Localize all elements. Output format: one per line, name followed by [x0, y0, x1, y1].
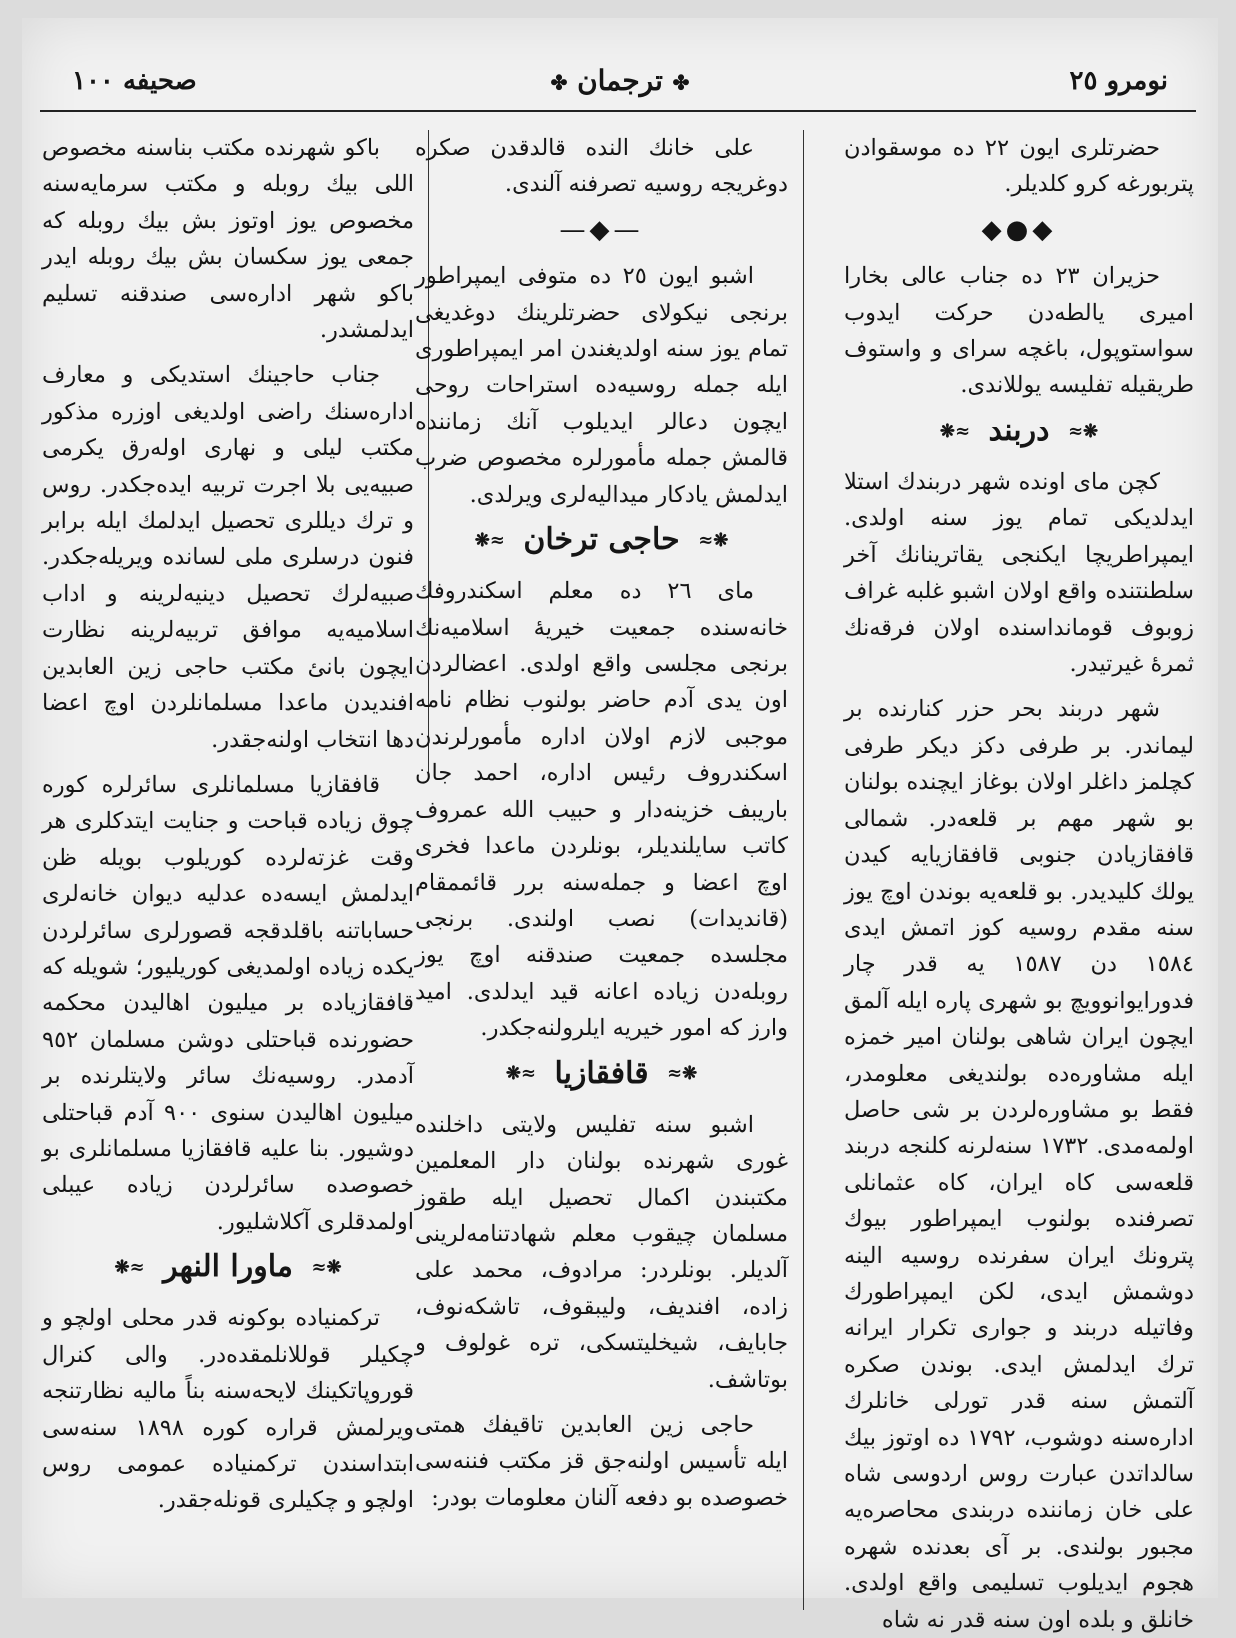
separator-ornament: —◆— [559, 214, 644, 245]
heading-ornament-icon: ≈❋ [939, 420, 971, 442]
column-right [844, 130, 1195, 1633]
newspaper-page [22, 18, 1218, 1633]
header-rule [40, 110, 1196, 112]
separator-ornament: ◆●◆ [981, 214, 1057, 245]
article-paragraph: حاجى زين العابدين تاقيفك همتى ايله تأسيس اولنه‌جق قز مكتب فننه‌سى خصوصده بو دفعه آلنان معلومات بودر: [415, 1412, 788, 1511]
article-paragraph: اشبو سنه تفليس ولايتى داخلنده غورى شهرنده بولنان دار المعلمين مكتبندن اكمال تحصيل ايله طقوز مسلمان چيقوب معلم شهادتنامه‌لرينى آلديلر. بونلردر: مرادوف، محمد على زاده، افنديف، وليبقوف، تاشكه‌نوف، جابايف، شيخليتسكى، تره غولوف و بوتاشف. [415, 1111, 788, 1393]
heading-ornament-icon: ≈❋ [474, 529, 505, 551]
section-heading-text: حاجى ترخان [523, 522, 680, 558]
heading-ornament-icon: ≈❋ [505, 1063, 536, 1085]
article-paragraph: حزيران ٢٣ ده جناب عالى بخارا اميرى يالطه‌دن حركت ايدوب سواستوپول، باغچه سراى و واستوف طريقيله تفليسه يوللاندى. [844, 263, 1194, 399]
article-paragraph: باكو شهرنده مكتب بناسنه مخصوص اللى بيك روبله و مكتب سرمايه‌سنه مخصوص يوز اوتوز بش بيك روبله كه جمعى يوز سكسان بش بيك روبله ايدر باكو شهر اداره‌سى صندقنه تسليم ايدلمشدر. [42, 135, 414, 344]
heading-ornament-icon: ❋≈ [667, 1063, 698, 1085]
heading-ornament-icon: ❋≈ [698, 529, 729, 551]
article-paragraph: تركمنياده بوكونه قدر محلى اولچو و چكيلر قوللانلمقده‌در. والى كنرال قوروپاتكينك لايحه‌سنه بناً ماليه نظارتنجه ويرلمش قراره كوره ١٨٩٨ سنه‌سى ابتداسندن تركمنياده عمومى روس اولچو و چكيلرى قونله‌جقدر. [42, 1305, 414, 1514]
section-heading-mavara-al-nahr [42, 1249, 414, 1286]
column-middle [415, 130, 788, 1585]
section-heading-haji-tarkhan [415, 522, 788, 559]
section-heading-qafqaz [415, 1056, 788, 1093]
article-paragraph: شهر دربند بحر حزر كنارنده بر ليماندر. بر طرفى دكز ديكر طرفى كچلمز داغلر اولان بوغاز ايچنده بولنان بو شهر مهم بر قلعه‌در. شمالى قافقازيادن جنوبى قافقازيايه كيدن يولك كليديدر. بو قلعه‌يه بوندن اوچ يوز سنه مقدم روسيه كوز اتمش ايدى ١٥٨٤ دن ١٥٨٧ يه قدر چار فدورايوانوويچ بو شهرى پاره ايله آلمق ايچون ايران شاهى بولنان امير خمزه ايله مشاوره‌ده بولنديغى معلومدر، فقط بو مشاوره‌لردن بر شى حاصل اولمه‌مدى. ١٧٣٢ سنه‌لرنه كلنجه دربند قلعه‌سى كاه ايران، كاه عثمانلى تصرفنده بولنوب ايمپراطور بيوك پترونك ايران سفرنده روسيه الينه دوشمش ايدى، لكن ايمپراطورك وفاتيله دربند و جوارى تكرار ايرانه ترك ايدلمش ايدى. بوندن صكره آلتمش سنه قدر تورلى خانلرك اداره‌سنه دوشوب، ١٧٩٢ ده اوتوز بيك سالداتدن عبارت روس اردوسى شاه على خان زماننده دربندى محاصره‌يه مجبور بولندى. بر آى بعدنده شهره هجوم ايديلوب تسليمى واقع اولدى. خانلق و بلده اون سنه قدر نه شاه [844, 696, 1195, 1633]
column-divider-right [803, 130, 804, 1610]
heading-ornament-icon: ❋≈ [1067, 420, 1099, 442]
page-number: صحيفه ١٠٠ [72, 66, 197, 96]
article-paragraph: ماى ٢٦ ده معلم اسكندروفك خانه‌سنده جمعيت خيريهٔ اسلاميه‌نك برنجى مجلسى واقع اولدى. اعضالردن اون يدى آدم حاضر بولنوب نظام نامه موجبى لازم اولان اداره مأمورلرندن اسكندروف رئيس اداره، احمد جان باريبف خزينه‌دار و حبيب الله عمروف كاتب سايلنديلر، بونلردن ماعدا فخرى اوچ اعضا و جمله‌سنه برر قائممقام (قانديدات) نصب اولندى. برنجى مجلسده جمعيت صندقنه اوچ يوز روبله‌دن زياده اعانه قيد ايدلدى. اميد وارز كه امور خيريه ايلرولنه‌جكدر. [415, 578, 788, 1042]
article-paragraph: كچن ماى اونده شهر دربندك استلا ايدلديكى تمام يوز سنه اولدى. ايمپراطريچا ايكنجى يقاترينانك آخر سلطنتنده واقع اولان اشبو غلبه غراف زوبوف قومانداسنده اولان فرقه‌نك ثمرهٔ غيرتيدر. [844, 469, 1194, 678]
article-paragraph: على خانك النده قالدقدن صكره دوغريجه روسيه تصرفنه آلندى. [415, 135, 788, 198]
section-heading-text: دربند [988, 412, 1050, 448]
issue-number: نومرو ٢٥ [1069, 66, 1168, 96]
masthead-ornament-right: ✤ [672, 70, 690, 95]
section-heading-text: ماورا النهر [163, 1249, 293, 1285]
heading-ornament-icon: ❋≈ [311, 1256, 342, 1278]
masthead-title-text: ترجمان [577, 64, 663, 97]
article-paragraph: حضرتلری ايون ٢٢ ده موسقوادن پتربورغه كرو كلديلر. [844, 135, 1194, 198]
masthead-ornament-left: ✤ [550, 70, 568, 95]
article-paragraph: جناب حاجينك استديكى و معارف اداره‌سنك راضى اولديغى اوزره مذكور مكتب ليلى و نهارى اوله‌رق يكرمى صبيه‌يى بلا اجرت تربيه ايده‌جكدر. روس و ترك ديللرى تحصيل ايدلمك ايله برابر فنون درسلرى ملى لسانده ويريله‌جكدر. صبيه‌لرك تحصيل دينيه‌لرينه و اداب اسلاميه‌يه موافق تربيه‌لرينه نظارت ايچون بانئ مكتب حاجى زين العابدين افنديدن ماعدا مسلمانلردن اوچ اعضا دها انتخاب اولنه‌جقدر. [42, 362, 414, 753]
section-heading-text: قافقازيا [554, 1055, 649, 1091]
masthead-title [42, 64, 1198, 97]
column-left [42, 130, 414, 1585]
article-paragraph: قافقازيا مسلمانلرى سائرلره كوره چوق زياده قباحت و جنايت ايتدكلرى هر وقت غزته‌لرده كوريلوب بويله ظن ايدلمش ايسه‌ده عدليه ديوان خانه‌لرى حساباتنه باقلدقجه قصورلرى سائرلردن يكده زياده اولمديغى كوريليور؛ شويله كه قافقازياده بر ميليون اهاليدن محكمه حضورنده قباحتلى دوشن مسلمان ٩٥٢ آدمدر. روسيه‌نك سائر ولايتلرنده بر ميليون اهاليدن سنوى ٩٠٠ آدم قباحتلى دوشيور. بنا عليه قافقازيا مسلمانلرى بو خصوصده سائرلردن زياده عيبلى اولمدقلرى آكلاشليور. [42, 771, 415, 1235]
article-paragraph: اشبو ايون ٢٥ ده متوفى ايمپراطور برنجى نيكولاى حضرتلرينك دوغديغى تمام يوز سنه اولديغندن امر ايمپراطورى ايله جمله روسيه‌ده استراحات روحى ايچون دعالر ايديلوب آنك زماننده قالمش جمله مأمورلره مخصوص ضرب ايدلمش يادكار ميداليه‌لرى ويرلدى. [415, 263, 788, 508]
heading-ornament-icon: ≈❋ [114, 1256, 145, 1278]
page-header [42, 60, 1198, 104]
section-heading-derbend [844, 413, 1194, 450]
